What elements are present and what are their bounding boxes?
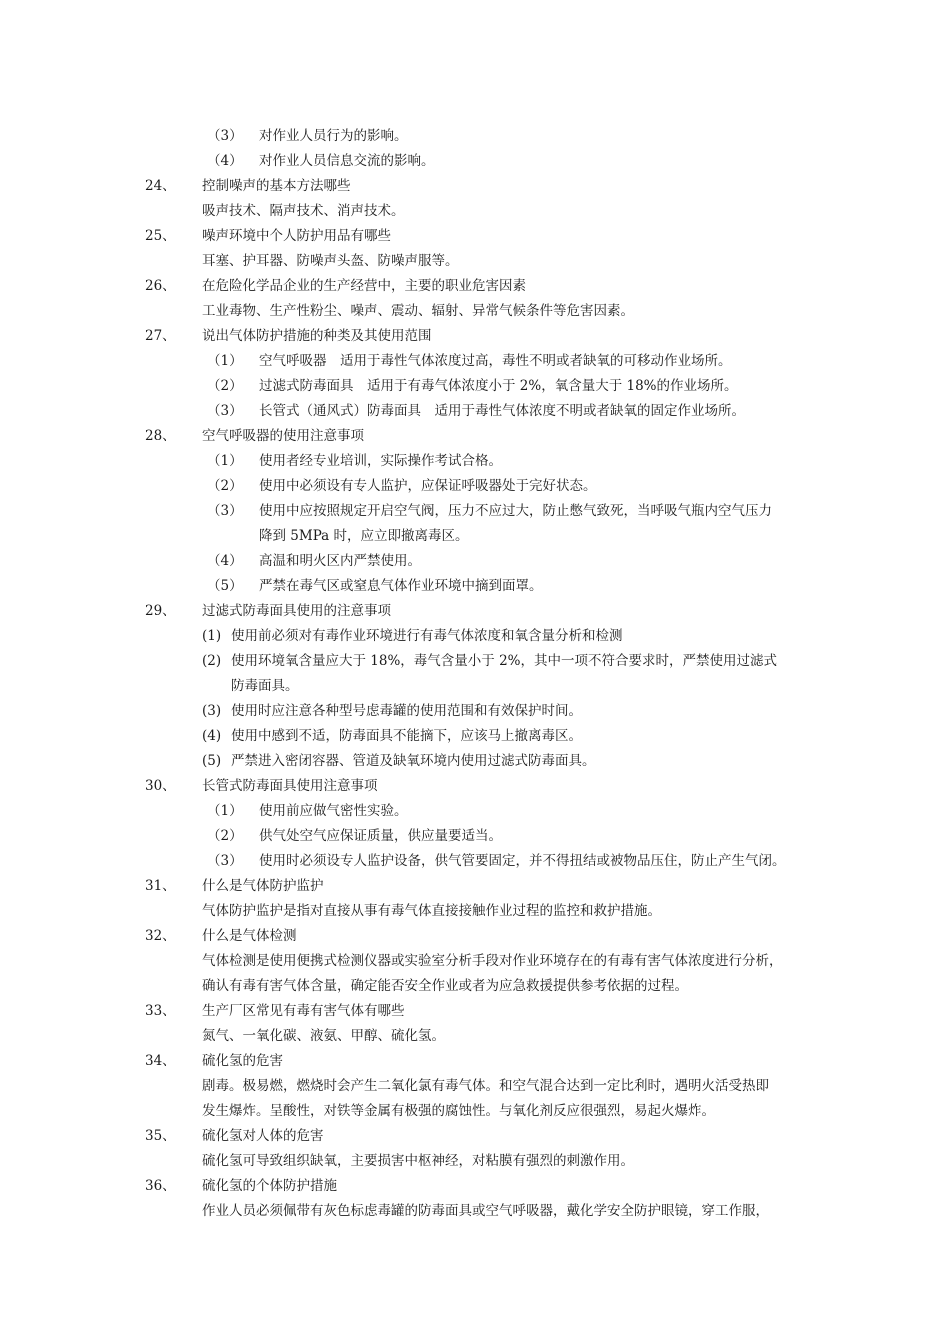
item-label: (1) [202,628,222,644]
item-text: 空气呼吸器 适用于毒性气体浓度过高，毒性不明或者缺氧的可移动作业场所。 [259,353,732,369]
question-number: 36、 [145,1178,176,1194]
item-text: 使用环境氧含量应大于 18%，毒气含量小于 2%，其中一项不符合要求时，严禁使用过滤式 [231,653,778,669]
item-text: 使用中感到不适，防毒面具不能摘下，应该马上撤离毒区。 [231,728,582,744]
item-label: （5） [207,578,243,594]
item-label: (3) [202,703,222,719]
item-label: （1） [207,353,243,369]
question-number: 35、 [145,1128,176,1144]
question-number: 29、 [145,603,176,619]
answer-text: 发生爆炸。呈酸性，对铁等金属有极强的腐蚀性。与氧化剂反应很强烈，易起火爆炸。 [202,1103,715,1119]
item-text: 使用者经专业培训，实际操作考试合格。 [259,453,502,469]
answer-text: 耳塞、护耳器、防噪声头盔、防噪声服等。 [202,253,459,269]
item-text: 使用中必须设有专人监护，应保证呼吸器处于完好状态。 [259,478,597,494]
item-text: 降到 5MPa 时，应立即撤离毒区。 [259,528,469,544]
item-label: (5) [202,753,222,769]
item-label: （4） [207,553,243,569]
answer-text: 工业毒物、生产性粉尘、噪声、震动、辐射、异常气候条件等危害因素。 [202,303,634,319]
item-label: （1） [207,803,243,819]
item-text: 防毒面具。 [231,678,299,694]
question-number: 30、 [145,778,176,794]
question-number: 34、 [145,1053,176,1069]
question-number: 26、 [145,278,176,294]
question-text: 什么是气体检测 [202,928,297,944]
question-text: 噪声环境中个人防护用品有哪些 [202,228,391,244]
question-text: 生产厂区常见有毒有害气体有哪些 [202,1003,405,1019]
item-text: 使用时应注意各种型号虑毒罐的使用范围和有效保护时间。 [231,703,582,719]
item-text: 对作业人员信息交流的影响。 [259,153,435,169]
item-text: 严禁进入密闭容器、管道及缺氧环境内使用过滤式防毒面具。 [231,753,596,769]
item-label: （3） [207,853,243,869]
item-label: （3） [207,403,243,419]
question-text: 空气呼吸器的使用注意事项 [202,428,364,444]
answer-text: 吸声技术、隔声技术、消声技术。 [202,203,405,219]
answer-text: 氮气、一氧化碳、液氨、甲醇、硫化氢。 [202,1028,445,1044]
item-text: 供气处空气应保证质量，供应量要适当。 [259,828,502,844]
item-text: 使用前必须对有毒作业环境进行有毒气体浓度和氧含量分析和检测 [231,628,623,644]
question-number: 25、 [145,228,176,244]
question-number: 33、 [145,1003,176,1019]
item-text: 对作业人员行为的影响。 [259,128,408,144]
question-text: 过滤式防毒面具使用的注意事项 [202,603,391,619]
item-text: 长管式（通风式）防毒面具 适用于毒性气体浓度不明或者缺氧的固定作业场所。 [259,403,745,419]
question-number: 32、 [145,928,176,944]
item-label: (2) [202,653,222,669]
question-text: 什么是气体防护监护 [202,878,324,894]
answer-text: 作业人员必须佩带有灰色标虑毒罐的防毒面具或空气呼吸器，戴化学安全防护眼镜，穿工作服， [202,1203,769,1219]
item-text: 使用前应做气密性实验。 [259,803,408,819]
item-label: （2） [207,828,243,844]
question-text: 长管式防毒面具使用注意事项 [202,778,378,794]
question-text: 硫化氢的危害 [202,1053,283,1069]
item-label: （3） [207,128,243,144]
item-text: 使用时必须设专人监护设备，供气管要固定，并不得扭结或被物品压住，防止产生气闭。 [259,853,786,869]
question-text: 控制噪声的基本方法哪些 [202,178,351,194]
question-text: 硫化氢对人体的危害 [202,1128,324,1144]
question-text: 在危险化学品企业的生产经营中，主要的职业危害因素 [202,278,526,294]
item-label: （3） [207,503,243,519]
answer-text: 剧毒。极易燃，燃烧时会产生二氧化氯有毒气体。和空气混合达到一定比利时，遇明火活受热即 [202,1078,769,1094]
item-text: 高温和明火区内严禁使用。 [259,553,421,569]
question-number: 31、 [145,878,176,894]
answer-text: 气体防护监护是指对直接从事有毒气体直接接触作业过程的监控和救护措施。 [202,903,661,919]
item-text: 过滤式防毒面具 适用于有毒气体浓度小于 2%，氧含量大于 18%的作业场所。 [259,378,738,394]
item-label: （4） [207,153,243,169]
item-text: 严禁在毒气区或窒息气体作业环境中摘到面罩。 [259,578,543,594]
question-text: 硫化氢的个体防护措施 [202,1178,337,1194]
item-text: 使用中应按照规定开启空气阀，压力不应过大，防止憋气致死，当呼吸气瓶内空气压力 [259,503,772,519]
item-label: （2） [207,478,243,494]
item-label: （2） [207,378,243,394]
question-text: 说出气体防护措施的种类及其使用范围 [202,328,432,344]
answer-text: 气体检测是使用便携式检测仪器或实验室分析手段对作业环境存在的有毒有害气体浓度进行分析， [202,953,783,969]
item-label: （1） [207,453,243,469]
answer-text: 确认有毒有害气体含量，确定能否安全作业或者为应急救援提供参考依据的过程。 [202,978,688,994]
question-number: 24、 [145,178,176,194]
item-label: (4) [202,728,222,744]
answer-text: 硫化氢可导致组织缺氧，主要损害中枢神经，对粘膜有强烈的刺激作用。 [202,1153,634,1169]
question-number: 27、 [145,328,176,344]
question-number: 28、 [145,428,176,444]
